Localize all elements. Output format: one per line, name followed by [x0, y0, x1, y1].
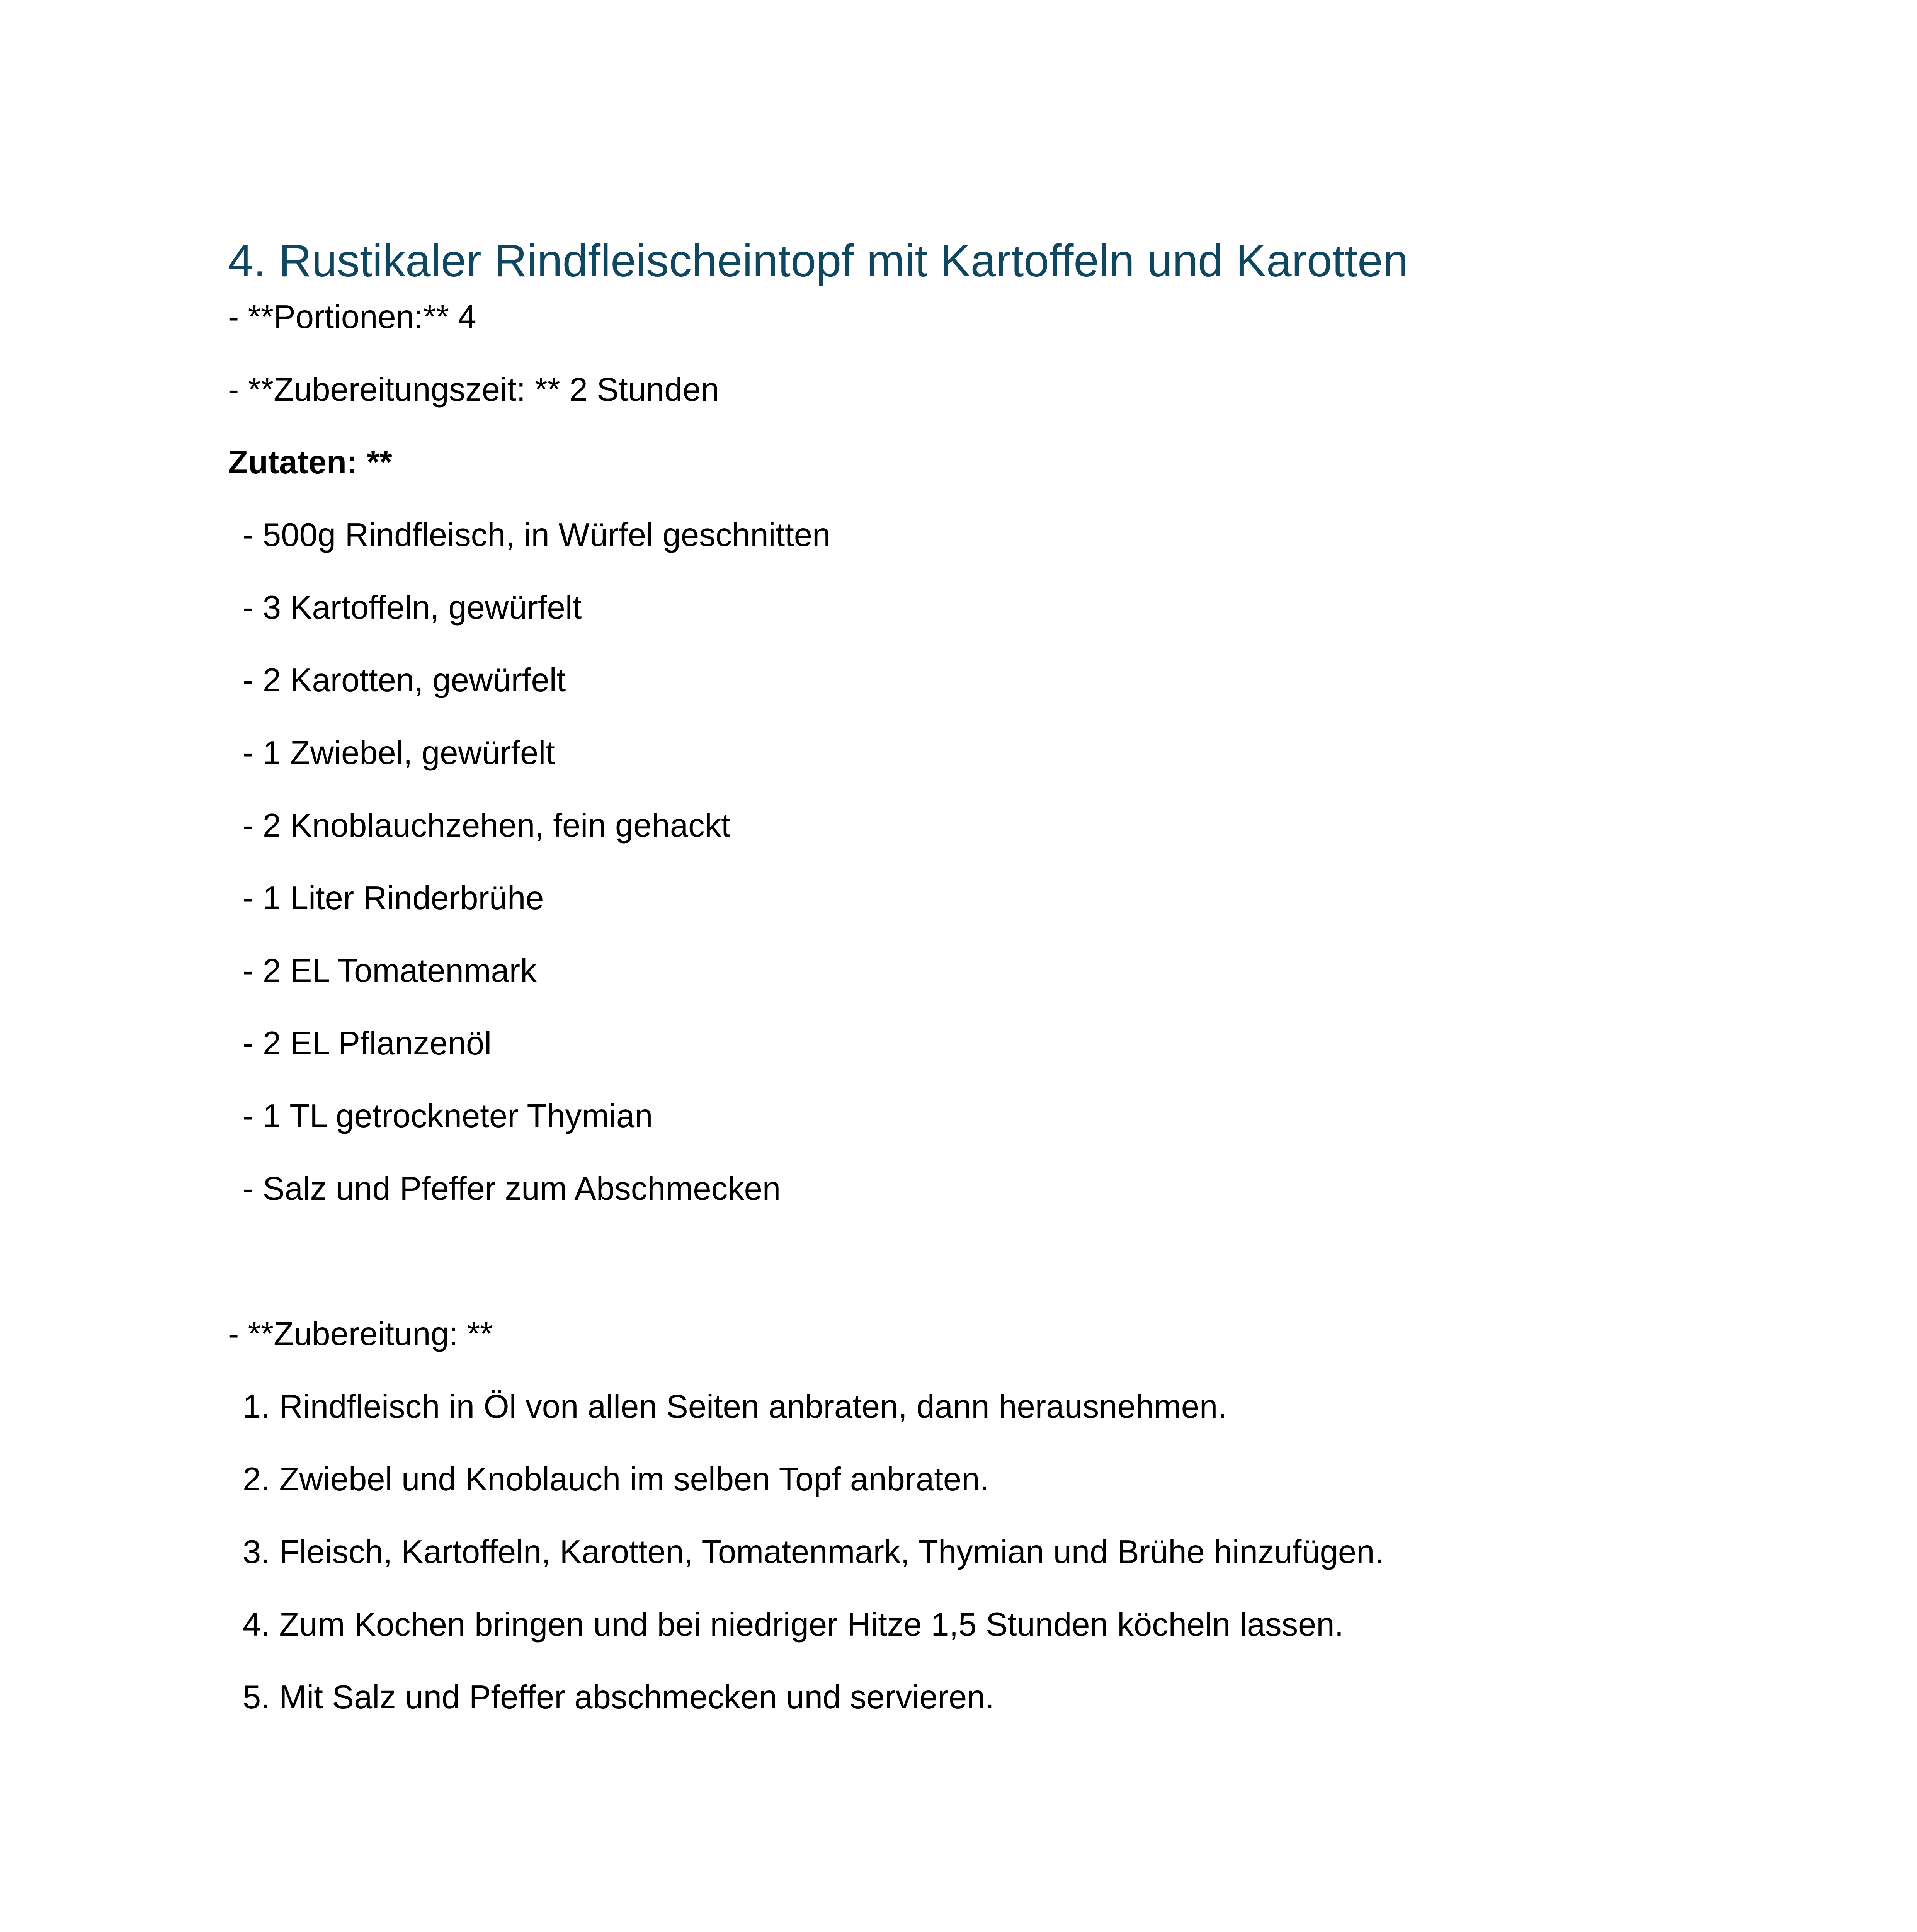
paragraph-spacer — [228, 1240, 1696, 1313]
ingredient-item: - 2 Knoblauchzehen, fein gehackt — [243, 807, 730, 844]
page-content — [228, 228, 1696, 1749]
ingredient-item: - 2 Karotten, gewürfelt — [243, 662, 566, 699]
preparation-step: 2. Zwiebel und Knoblauch im selben Topf anbraten. — [243, 1461, 989, 1498]
ingredients-list — [228, 514, 1696, 1240]
ingredient-item: - 3 Kartoffeln, gewürfelt — [243, 589, 582, 626]
preparation-heading: - **Zubereitung: ** — [228, 1316, 493, 1352]
preparation-step: 3. Fleisch, Kartoffeln, Karotten, Tomatenmark, Thymian und Brühe hinzufügen. — [243, 1534, 1384, 1570]
ingredient-item: - 1 TL getrockneter Thymian — [243, 1098, 653, 1134]
preparation-step: 1. Rindfleisch in Öl von allen Seiten anbraten, dann herausnehmen. — [243, 1388, 1227, 1425]
ingredients-heading: Zutaten: ** — [228, 444, 392, 481]
preparation-step: 4. Zum Kochen bringen und bei niedriger Hitze 1,5 Stunden köcheln lassen. — [243, 1606, 1344, 1643]
preparation-step: 5. Mit Salz und Pfeffer abschmecken und servieren. — [243, 1679, 994, 1716]
ingredient-item: - 500g Rindfleisch, in Würfel geschnitten — [243, 517, 831, 553]
recipe-portions: - **Portionen:** 4 — [228, 299, 476, 335]
ingredient-item: - Salz und Pfeffer zum Abschmecken — [243, 1170, 781, 1207]
ingredient-item: - 1 Liter Rinderbrühe — [243, 880, 544, 917]
ingredient-item: - 2 EL Tomatenmark — [243, 952, 537, 989]
recipe-title: 4. Rustikaler Rindfleischeintopf mit Kartoffeln und Karotten — [228, 235, 1408, 286]
preparation-steps — [228, 1386, 1696, 1749]
ingredient-item: - 2 EL Pflanzenöl — [243, 1025, 492, 1062]
ingredient-item: - 1 Zwiebel, gewürfelt — [243, 735, 555, 771]
recipe-prep-time: - **Zubereitungszeit: ** 2 Stunden — [228, 371, 720, 408]
